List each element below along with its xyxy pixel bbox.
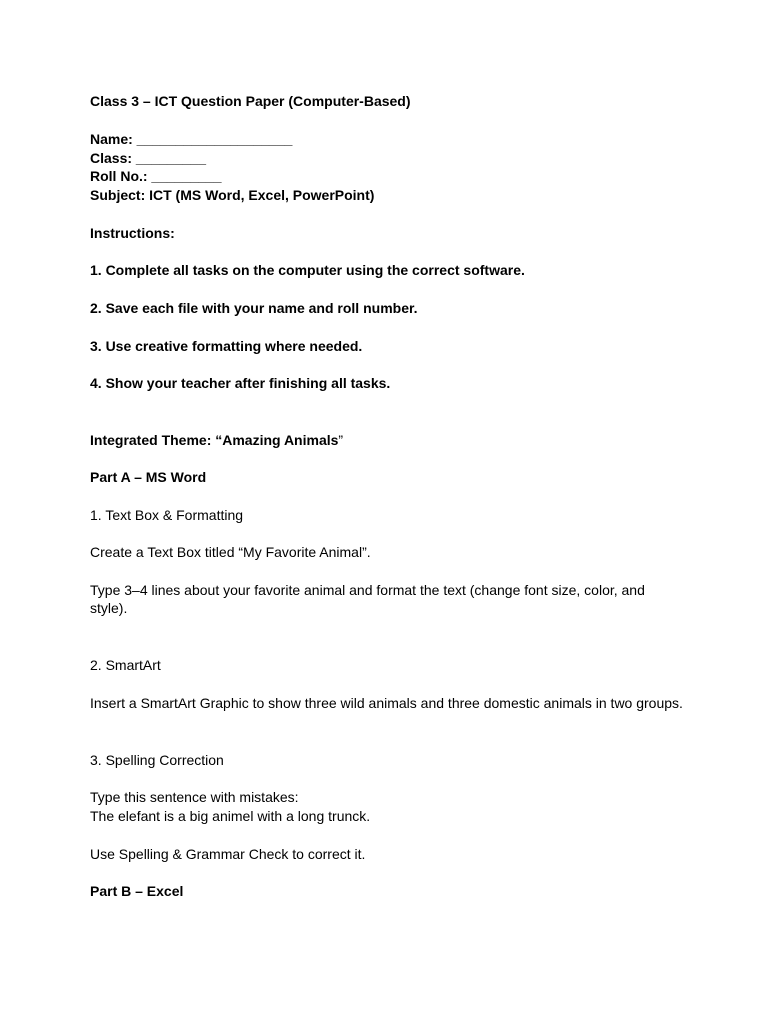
roll-number-field: Roll No.: _________ xyxy=(90,168,222,184)
subject-field: Subject: ICT (MS Word, Excel, PowerPoint) xyxy=(90,187,375,203)
class-field: Class: _________ xyxy=(90,150,206,166)
integrated-theme xyxy=(90,431,343,449)
instruction-item: 2. Save each file with your name and roll number. xyxy=(90,300,418,316)
misspelled-sentence: The elefant is a big animel with a long trunck. xyxy=(90,808,371,824)
part-a-heading: Part A – MS Word xyxy=(90,469,207,485)
task-text: Insert a SmartArt Graphic to show three wild animals and three domestic animals in two groups. xyxy=(90,695,683,711)
paper-title: Class 3 – ICT Question Paper (Computer-Based) xyxy=(90,93,411,109)
instructions-heading: Instructions: xyxy=(90,225,175,241)
instruction-item: 1. Complete all tasks on the computer using the correct software. xyxy=(90,262,525,278)
task-title: 1. Text Box & Formatting xyxy=(90,507,244,523)
task-text: Use Spelling & Grammar Check to correct it. xyxy=(90,846,366,862)
part-b-heading: Part B – Excel xyxy=(90,883,184,899)
task-title: 2. SmartArt xyxy=(90,657,161,673)
name-field: Name: ____________________ xyxy=(90,131,293,147)
task-text: Type this sentence with mistakes: xyxy=(90,789,299,805)
task-title: 3. Spelling Correction xyxy=(90,752,224,768)
theme-closing-quote: ” xyxy=(338,432,344,448)
theme-label: Integrated Theme: “Amazing Animals xyxy=(90,432,339,448)
instruction-item: 3. Use creative formatting where needed. xyxy=(90,338,363,354)
instruction-item: 4. Show your teacher after finishing all tasks. xyxy=(90,375,391,391)
task-text: Type 3–4 lines about your favorite animal and format the text (change font size, color, and style). xyxy=(90,582,645,616)
task-text: Create a Text Box titled “My Favorite Animal”. xyxy=(90,544,371,560)
